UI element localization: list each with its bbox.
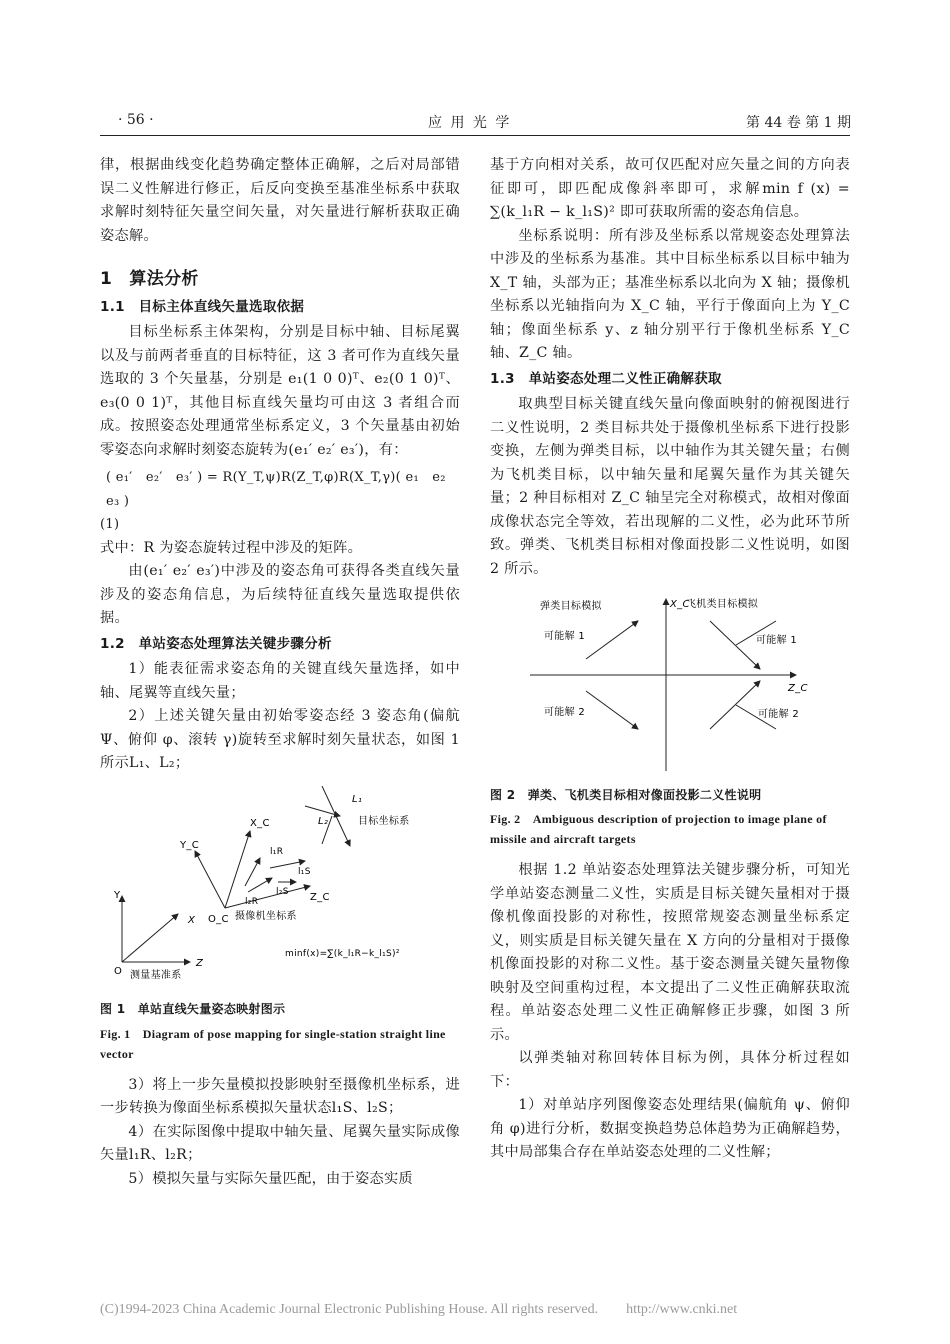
figure-2 [490,595,850,849]
intro-paragraph: 律，根据曲线变化趋势确定整体正确解，之后对局部错误二义性解进行修正，后反向变换至基准坐标系中获取求解时刻特征矢量空间矢量，对矢量进行解析获取正确姿态解。 [100,157,460,244]
step-2: 2）上述关键矢量由初始零姿态经 3 姿态角(偏航 Ψ、俯仰 φ、滚转 γ)旋转至求解时刻矢量状态，如图 1 所示L₁、L₂； [100,708,460,771]
fig2-missile-solution-2-label: 可能解 2 [544,707,586,718]
camera-origin-label: O_C [208,913,229,925]
section-1-3-paragraph: 取典型目标关键直线矢量向像面映射的俯视图进行二义性说明，2 类目标共处于摄像机坐标系下进行投影变换，左侧为弹类目标，以中轴作为其关键矢量；右侧为飞机类目标，以中轴矢量和尾翼矢量作为其关键矢量；2 种目标相对 Z_C 轴呈完全对称模式，故相对像面成像状态完全等效，若出现解的二义性，必为此环节所致。弹类、飞机类目标相对像面投影二义性说明，如图 2 所示。 [490,396,850,577]
camera-zc-axis [225,886,310,908]
target-l1-label: L₁ [352,793,363,805]
figure-1-caption-cn: 图 1 单站直线矢量姿态映射图示 [100,1002,286,1016]
fig2-missile-solution-1-label: 可能解 1 [544,631,586,642]
section-1-1-paragraph: 目标坐标系主体架构，分别是目标中轴、目标尾翼以及与前两者垂直的目标特征，这 3 者可作为直线矢量选取的 3 个矢量基，分别是 e₁(1 0 0)ᵀ、e₂(0 1 0)ᵀ、e₃(0 0 1)ᵀ，其他目标直线矢量均可由这 3 者组合而成。按照姿态处理通常坐标系定义，3 个矢量基由初始零姿态向求解时刻姿态旋转为(e₁′ e₂′ e₃′)，有： [100,324,460,458]
base-z-label: Z [196,957,204,969]
journal-issue: 第 44 卷 第 1 期 [746,115,851,131]
camera-system-label: 摄像机坐标系 [235,910,297,922]
vector-l1r-label: l₁R [270,846,284,857]
section-1-heading: 1 算法分析 [100,269,199,289]
fig2-xc-label: X_C [670,599,690,610]
coordinate-paragraph: 坐标系说明：所有涉及坐标系以常规姿态处理算法中涉及的坐标系为基准。其中目标坐标系以目标中轴为 X_T 轴，头部为正；基准坐标系以北向为 X 轴；摄像机坐标系以光轴指向为 X_C 轴，平行于像面向上为 Y_C 轴；像面坐标系 y、z 轴分别平行于像机坐标系 Y_C 轴、Z_C 轴。 [490,227,850,361]
step-3: 3）将上一步矢量模拟投影映射至摄像机坐标系，进一步转换为像面坐标系模拟矢量状态l₁S、l₂S； [100,1076,460,1116]
figure-2-caption-cn: 图 2 弹类、飞机类目标相对像面投影二义性说明 [490,787,762,802]
target-line-2 [305,806,340,816]
section-1-1-heading: 1.1 目标主体直线矢量选取依据 [100,298,305,315]
base-x-label: X [188,914,196,926]
right-column [490,154,850,1165]
section-1-3-heading: 1.3 单站姿态处理二义性正确解获取 [490,370,722,387]
figure-1-diagram [100,786,460,986]
step-5: 5）模拟矢量与实际矢量匹配，由于姿态实质 [128,1170,413,1187]
equation-1 [100,466,460,513]
figure-1 [100,786,460,1064]
equation-note: 式中：R 为姿态旋转过程中涉及的矩阵。 [100,539,363,556]
vector-l2r-arrow [248,878,272,892]
camera-yc-label: Y_C [180,839,199,851]
fig2-aircraft-label: 飞机类目标模拟 [686,599,759,610]
analysis-step-1: 1）对单站序列图像姿态处理结果(偏航角 ψ、俯仰角 φ)进行分析，数据变换趋势总体趋势为正确解趋势，其中局部集合存在单站姿态处理的二义性解； [490,1097,850,1160]
equation-1-number: (1) [100,517,120,532]
page-number: · 56 · [118,112,154,128]
ambiguity-paragraph: 根据 1.2 单站姿态处理算法关键步骤分析，可知光学单站姿态测量二义性，实质是目标关键矢量相对于摄像机像面投影的对称性，按照常规姿态测量坐标系定义，则实质是目标关键矢量在 X 方向的分量相对于摄像机像面投影的对称二义性。基于姿态测量关键矢量物像映射及空间重构过程，本文提出了二义性正确解获取流程。单站姿态处理二义性正确解修正步骤，如图 3 所示。 [490,862,850,1043]
vector-l2r-label: l₂R [245,896,259,907]
camera-xc-label: X_C [250,817,270,829]
left-column [100,154,460,1191]
fig2-missile-solution-1-arrow [586,621,638,659]
base-system-label: 测量基准系 [130,969,182,981]
copyright-footer: (C)1994-2023 China Academic Journal Electronic Publishing House. All rights reserved. http://www.cnki.net [100,1302,738,1317]
header-rule [100,135,850,136]
vector-l1r-arrow [245,858,260,886]
journal-title: 应 用 光 学 [428,115,512,131]
figure-2-caption-en: Fig. 2 Ambiguous description of projection to image plane of missile and aircraft targets [490,812,827,846]
target-l2-label: L₂ [318,815,329,827]
equation-1-body: ( e₁′ e₂′ e₃′ ) = R(Y_T,ψ)R(Z_T,φ)R(X_T,γ)( e₁ e₂ e₃ ) [106,470,460,509]
base-origin-label: O [114,965,123,977]
fig2-missile-label: 弹类目标模拟 [540,601,602,612]
target-system-label: 目标坐标系 [358,815,410,827]
fig2-missile-solution-2-arrow [586,691,638,729]
vector-l1s-label: l₁S [298,866,311,877]
fig2-aircraft-solution-2-axis [710,681,760,729]
vector-l2s-label: l₂S [276,886,289,897]
base-x-axis [122,914,178,962]
fig2-aircraft-solution-1-axis [710,621,760,669]
equation-use-paragraph: 由(e₁′ e₂′ e₃′)中涉及的姿态角可获得各类直线矢量涉及的姿态角信息，为后续特征直线矢量选取提供依据。 [100,563,460,626]
match-formula: minf(x)=∑(k_l₁R−k_l₁S)² [285,948,400,959]
figure-2-diagram [490,595,850,771]
fig2-aircraft-solution-1-label: 可能解 1 [756,635,798,646]
figure-1-caption-en: Fig. 1 Diagram of pose mapping for single-station straight line vector [100,1026,446,1061]
step-1: 1）能表征需求姿态角的关键直线矢量选择，如中轴、尾翼等直线矢量； [100,661,460,701]
fig2-zc-label: Z_C [788,683,808,694]
camera-zc-label: Z_C [310,891,330,903]
match-paragraph: 基于方向相对关系，故可仅匹配对应矢量之间的方向表征即可，即匹配成像斜率即可，求解min f (x) = ∑(k_l₁R − k_l₁S)² 即可获取所需的姿态角信息。 [490,157,850,220]
step-4: 4）在实际图像中提取中轴矢量、尾翼矢量实际成像矢量l₁R、l₂R； [100,1123,460,1163]
fig2-aircraft-solution-2-label: 可能解 2 [758,709,800,720]
example-paragraph: 以弹类轴对称回转体目标为例，具体分析过程如下： [490,1050,850,1090]
base-y-label: Y [114,889,121,901]
camera-yc-axis [195,851,225,908]
section-1-2-heading: 1.2 单站姿态处理算法关键步骤分析 [100,635,332,652]
